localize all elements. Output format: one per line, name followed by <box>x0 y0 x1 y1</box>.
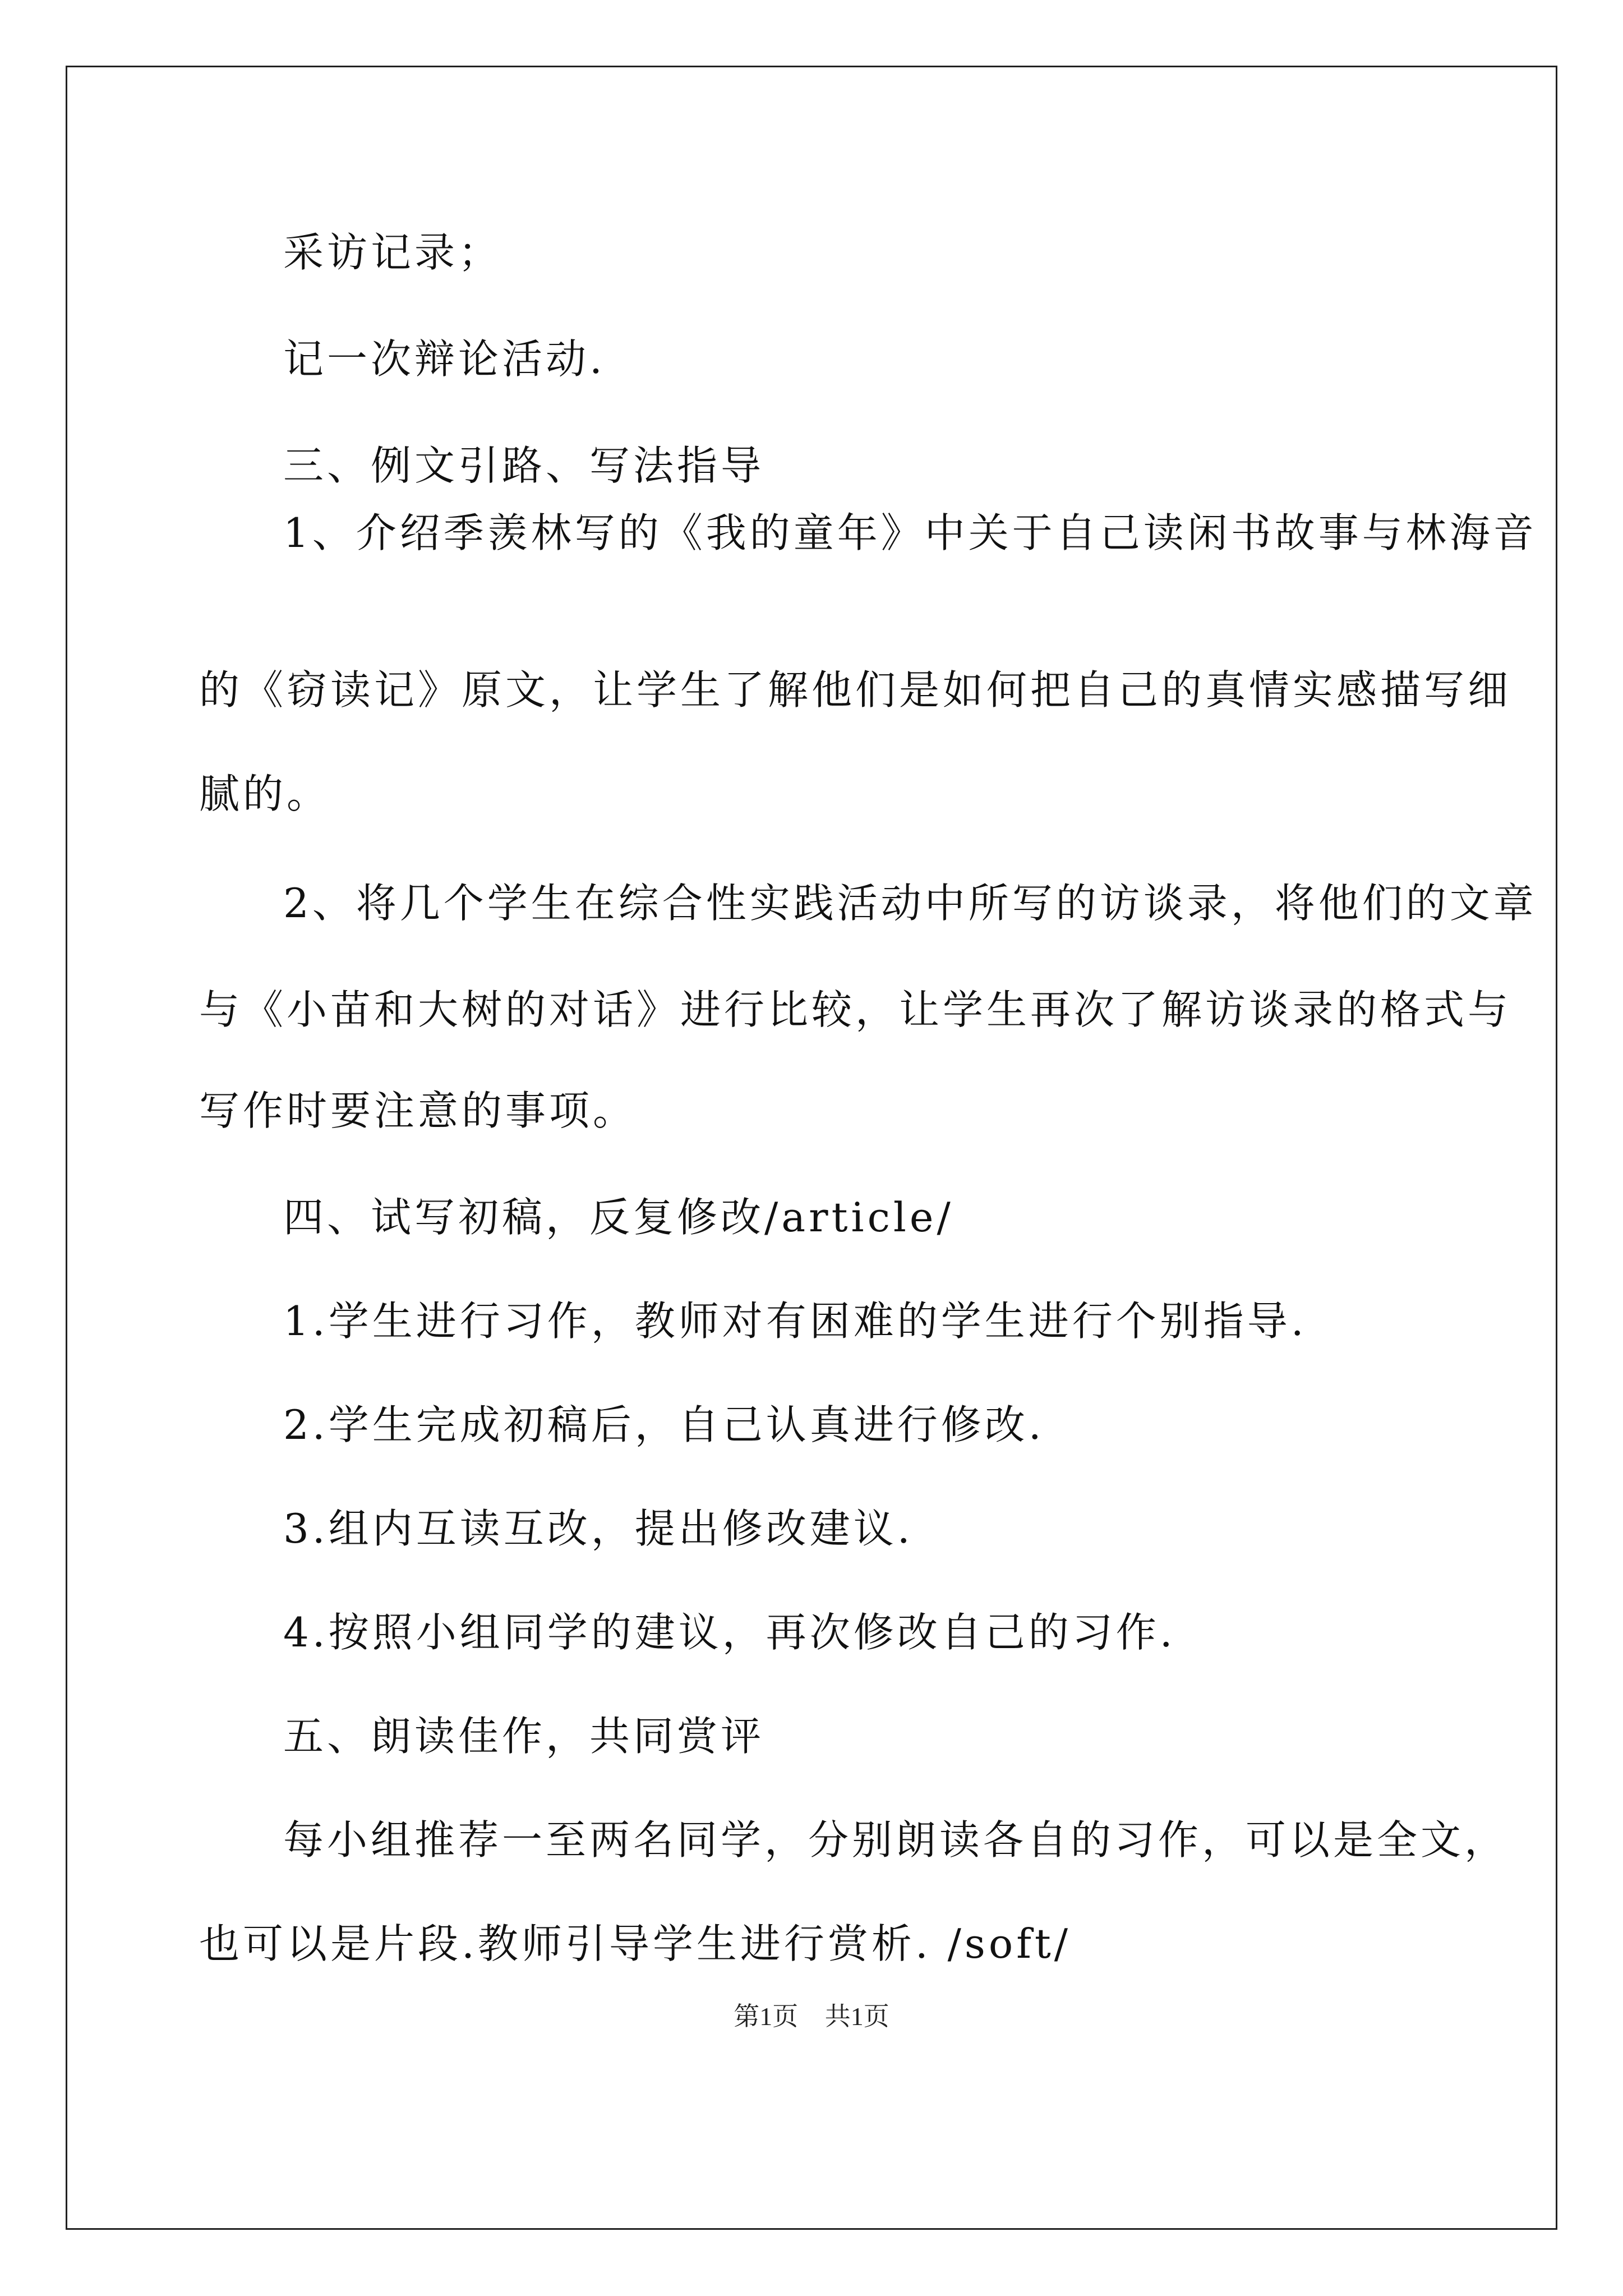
text-line: 每小组推荐一至两名同学，分别朗读各自的习作，可以是全文， <box>283 1816 1509 1864</box>
page-border <box>66 66 1557 2230</box>
text-line: 2.学生完成初稿后，自己认真进行修改. <box>283 1401 1045 1448</box>
text-line: 与《小苗和大树的对话》进行比较，让学生再次了解访谈录的格式与 <box>199 986 1512 1033</box>
text-line: 采访记录； <box>283 229 502 276</box>
text-line: 腻的。 <box>199 770 331 817</box>
section-heading: 四、试写初稿，反复修改/article/ <box>283 1194 954 1241</box>
text-line: 2、将几个学生在综合性实践活动中所写的访谈录，将他们的文章 <box>283 880 1537 927</box>
page-footer <box>0 2000 1623 2033</box>
text-line: 1.学生进行习作，教师对有困难的学生进行个别指导. <box>283 1297 1307 1345</box>
text-line: 记一次辩论活动. <box>283 335 606 383</box>
text-line: 3.组内互读互改，提出修改建议. <box>283 1505 914 1552</box>
section-heading: 三、例文引路、写法指导 <box>283 442 765 489</box>
text-line: 的《窃读记》原文，让学生了解他们是如何把自己的真情实感描写细 <box>199 666 1512 714</box>
text-line: 4.按照小组同学的建议，再次修改自己的习作. <box>283 1609 1176 1656</box>
text-line: 也可以是片段.教师引导学生进行赏析. /soft/ <box>199 1920 1072 1967</box>
page-total: 共1页 <box>824 2002 889 2031</box>
page-number: 第1页 <box>734 2002 799 2031</box>
section-heading: 五、朗读佳作，共同赏评 <box>283 1713 765 1760</box>
text-line: 1、介绍季羡林写的《我的童年》中关于自己读闲书故事与林海音 <box>283 509 1537 556</box>
text-line: 写作时要注意的事项。 <box>199 1087 637 1134</box>
